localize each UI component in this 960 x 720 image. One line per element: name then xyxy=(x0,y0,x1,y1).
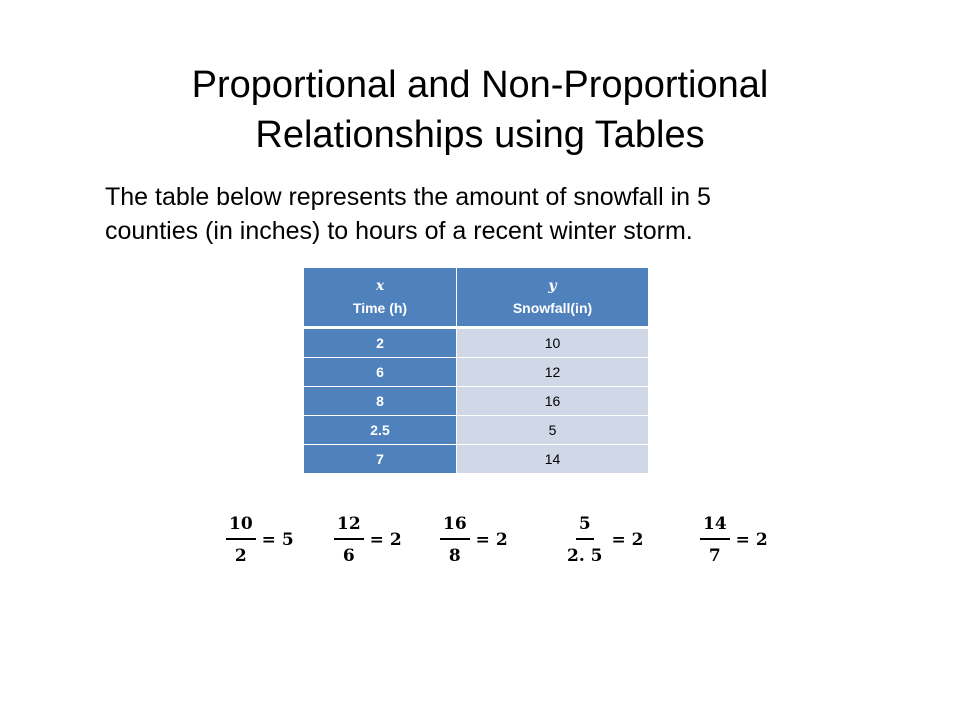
ratio-1-fraction xyxy=(226,514,256,566)
body-paragraph xyxy=(105,180,895,248)
ratio-5-fraction xyxy=(700,514,730,566)
ratio-4 xyxy=(564,514,644,566)
ratio-1-result: = 5 xyxy=(261,530,294,550)
ratio-2-fraction xyxy=(334,514,364,566)
cell-snowfall: 5 xyxy=(457,416,649,445)
title-line-2: Relationships using Tables xyxy=(255,114,705,156)
table-row xyxy=(304,416,648,445)
ratio-1-numerator: 10 xyxy=(226,514,256,540)
table-row xyxy=(304,328,648,358)
ratio-3-numerator: 16 xyxy=(440,514,470,540)
cell-time: 2 xyxy=(304,328,457,358)
cell-time: 2.5 xyxy=(304,416,457,445)
ratio-3-fraction xyxy=(440,514,470,566)
cell-snowfall: 14 xyxy=(457,445,649,474)
ratio-2-denominator: 6 xyxy=(342,546,355,566)
header-x-label: Time (h) xyxy=(352,299,408,316)
ratio-2-numerator: 12 xyxy=(334,514,364,540)
header-y-label: Snowfall(in) xyxy=(512,299,593,316)
ratio-1-denominator: 2 xyxy=(234,546,247,566)
body-line-2: counties (in inches) to hours of a recent winter storm. xyxy=(105,217,693,245)
header-y-symbol: y xyxy=(548,277,557,294)
ratio-2 xyxy=(334,514,402,566)
ratio-3-result: = 2 xyxy=(475,530,508,550)
cell-time: 8 xyxy=(304,387,457,416)
ratio-2-result: = 2 xyxy=(369,530,402,550)
table-row xyxy=(304,445,648,474)
table-header-row xyxy=(304,268,648,328)
snowfall-table xyxy=(304,268,648,474)
title-line-1: Proportional and Non-Proportional xyxy=(191,64,769,106)
table-row xyxy=(304,358,648,387)
ratio-5-result: = 2 xyxy=(735,530,768,550)
ratio-3-denominator: 8 xyxy=(448,546,461,566)
body-line-1: The table below represents the amount of snowfall in 5 xyxy=(105,183,711,211)
cell-time: 6 xyxy=(304,358,457,387)
header-y xyxy=(457,268,649,328)
header-x-symbol: x xyxy=(375,277,385,294)
slide-title xyxy=(80,60,880,160)
ratio-5-denominator: 7 xyxy=(708,546,721,566)
ratio-5 xyxy=(700,514,768,566)
ratio-5-numerator: 14 xyxy=(700,514,730,540)
cell-time: 7 xyxy=(304,445,457,474)
header-x xyxy=(304,268,457,328)
cell-snowfall: 16 xyxy=(457,387,649,416)
ratio-1 xyxy=(226,514,294,566)
cell-snowfall: 12 xyxy=(457,358,649,387)
ratio-4-result: = 2 xyxy=(611,530,644,550)
table-row xyxy=(304,387,648,416)
ratio-4-denominator: 2. 5 xyxy=(567,546,603,566)
ratio-4-fraction xyxy=(564,514,606,566)
ratio-4-numerator: 5 xyxy=(576,514,594,540)
cell-snowfall: 10 xyxy=(457,328,649,358)
ratio-3 xyxy=(440,514,508,566)
